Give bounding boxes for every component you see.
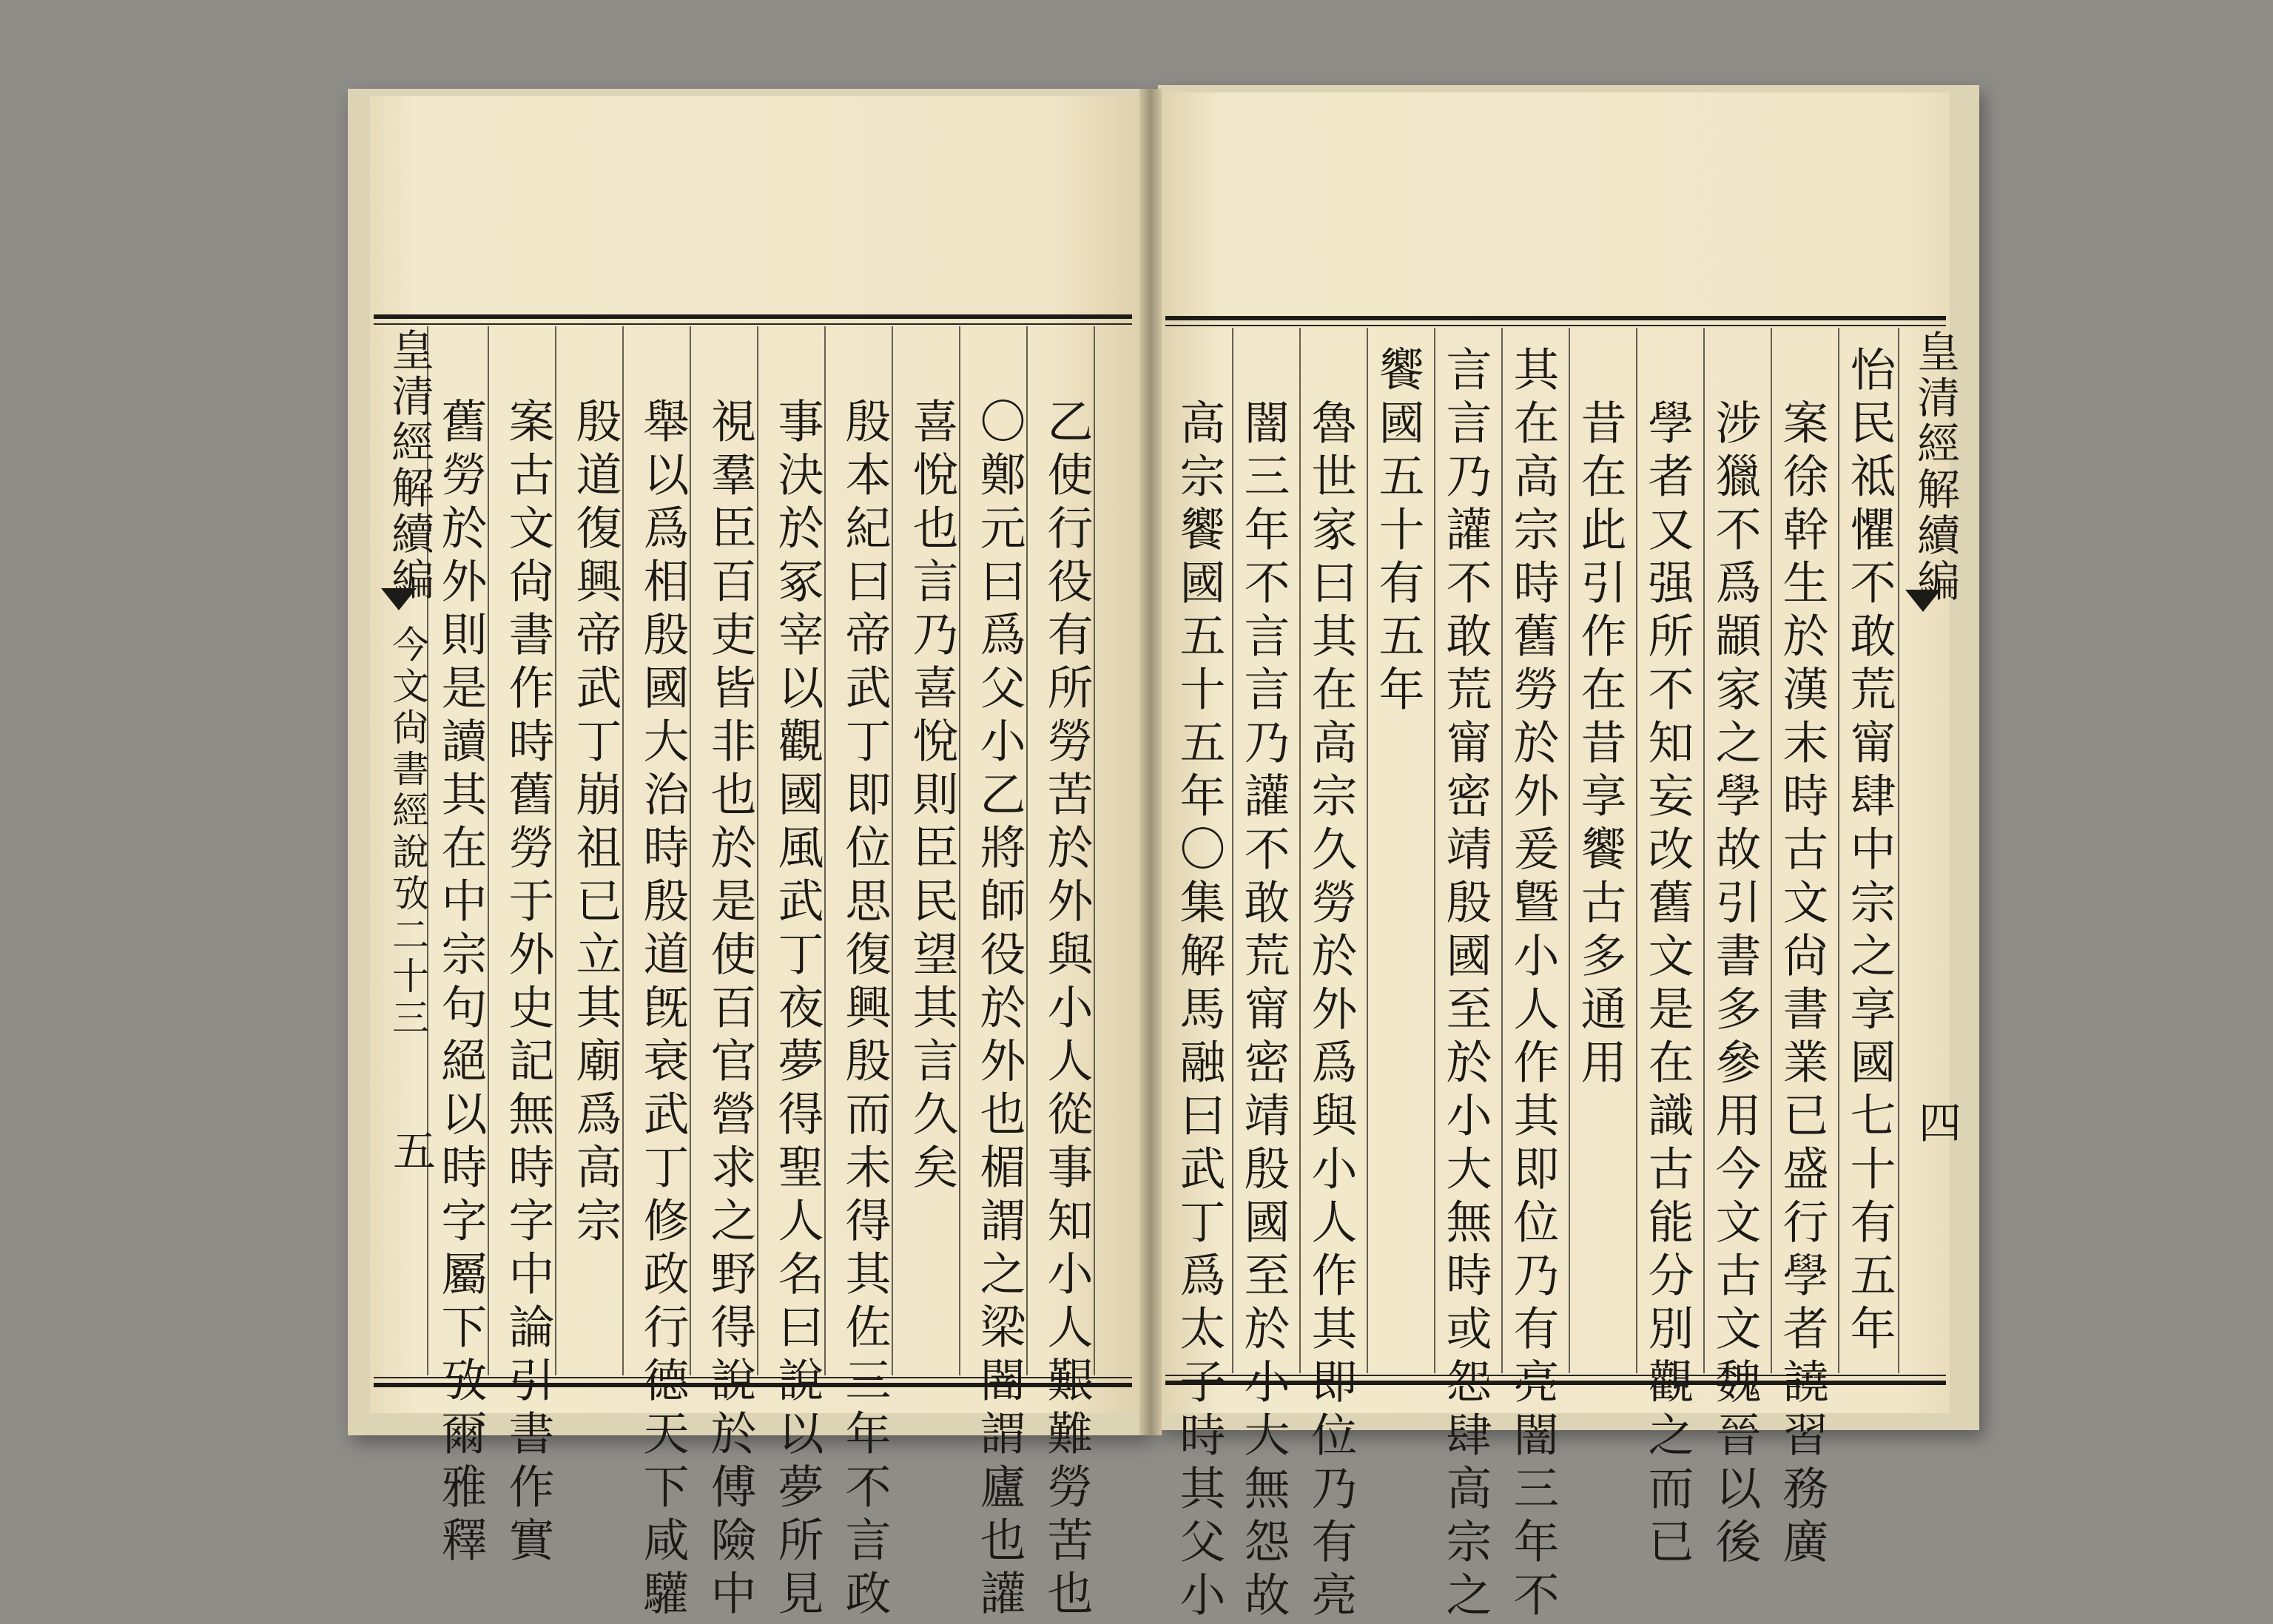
text-column: 殷本紀曰帝武丁即位思復興殷而未得其佐三年不言政 <box>838 344 892 1623</box>
text-column: 言言乃讙不敢荒甯密靖殷國至於小大無時或怨肆高宗之 <box>1438 346 1492 1624</box>
text-column: 涉獵不爲顓家之學故引書多參用今文古文魏晉以後 <box>1708 346 1762 1571</box>
text-column: 〇鄭元曰爲父小乙將師役於外也楣謂之梁闇謂廬也讙 <box>972 344 1026 1623</box>
text-column: 闇三年不言言乃讙不敢荒甯密靖殷國至於小大無怨故 <box>1236 346 1290 1624</box>
column-divider <box>959 326 960 1375</box>
column-divider <box>1501 328 1503 1373</box>
column-divider <box>1026 326 1028 1375</box>
column-divider <box>555 326 556 1375</box>
text-column: 高宗饗國五十五年〇集解馬融曰武丁爲太子時其父小 <box>1172 346 1226 1624</box>
text-column: 怡民祗懼不敢荒甯肆中宗之享國七十有五年 <box>1842 346 1896 1358</box>
column-divider <box>892 326 893 1375</box>
column-divider <box>1838 328 1839 1373</box>
column-divider <box>1367 328 1368 1373</box>
text-column: 事決於冢宰以觀國風武丁夜夢得聖人名曰說以夢所見 <box>770 344 824 1623</box>
text-column: 案徐幹生於漢末時古文尙書業已盛行學者譊習務廣 <box>1775 346 1829 1571</box>
column-divider <box>622 326 624 1375</box>
top-rule <box>374 314 1132 319</box>
column-divider <box>1232 328 1233 1373</box>
margin-leaf-number: 五 <box>385 1128 436 1171</box>
margin-title: 皇清經解續編 <box>384 328 434 603</box>
top-rule <box>1165 316 1946 320</box>
column-divider <box>824 326 826 1375</box>
margin-title: 皇清經解續編 <box>1910 329 1960 604</box>
text-column: 舉以爲相殷國大治時殷道旣衰武丁修政行德天下咸驩 <box>636 344 690 1623</box>
column-divider <box>1299 328 1301 1373</box>
column-divider <box>1094 326 1095 1375</box>
text-column: 昔在此引作在昔享饗古多通用 <box>1573 346 1627 1091</box>
open-book <box>340 70 1990 1624</box>
column-divider <box>1771 328 1772 1373</box>
column-divider <box>1434 328 1435 1373</box>
text-column: 殷道復興帝武丁崩祖已立其廟爲高宗 <box>568 344 622 1250</box>
text-column: 乙使行役有所勞苦於外與小人從事知小人艱難勞苦也 <box>1040 344 1094 1623</box>
text-column: 喜悅也言乃喜悅則臣民望其言久矣 <box>905 344 959 1196</box>
book-gutter <box>1139 89 1162 1435</box>
top-rule-thin <box>374 323 1132 325</box>
column-divider <box>1898 328 1899 1373</box>
text-column: 學者又强所不知妄改舊文是在識古能分別觀之而已 <box>1640 346 1694 1571</box>
top-rule-thin <box>1165 325 1946 326</box>
column-divider <box>1636 328 1637 1373</box>
column-divider <box>757 326 758 1375</box>
column-divider <box>1703 328 1705 1373</box>
left-text-frame <box>374 314 1132 1623</box>
fish-tail-mark <box>381 588 417 610</box>
text-column: 視羣臣百吏皆非也於是使百官營求之野得說於傅險中 <box>703 344 757 1623</box>
right-text-frame <box>1165 316 1961 1624</box>
margin-subtitle: 今文尙書經說攷二十三 <box>386 625 429 1040</box>
text-column: 舊勞於外則是讀其在中宗句絕以時字屬下攷爾雅釋 <box>434 344 488 1569</box>
text-column: 其在高宗時舊勞於外爰曁小人作其即位乃有亮闇三年不 <box>1506 346 1560 1624</box>
text-column: 魯世家曰其在高宗久勞於外爲與小人作其即位乃有亮 <box>1304 346 1358 1624</box>
text-column: 案古文尙書作時舊勞于外史記無時字中論引書作實 <box>501 344 555 1569</box>
fish-tail-mark <box>1905 590 1941 612</box>
column-divider <box>1569 328 1570 1373</box>
column-divider <box>488 326 489 1375</box>
margin-leaf-number: 四 <box>1911 1100 1961 1143</box>
text-column: 饗國五十有五年 <box>1371 346 1425 718</box>
column-divider <box>690 326 691 1375</box>
